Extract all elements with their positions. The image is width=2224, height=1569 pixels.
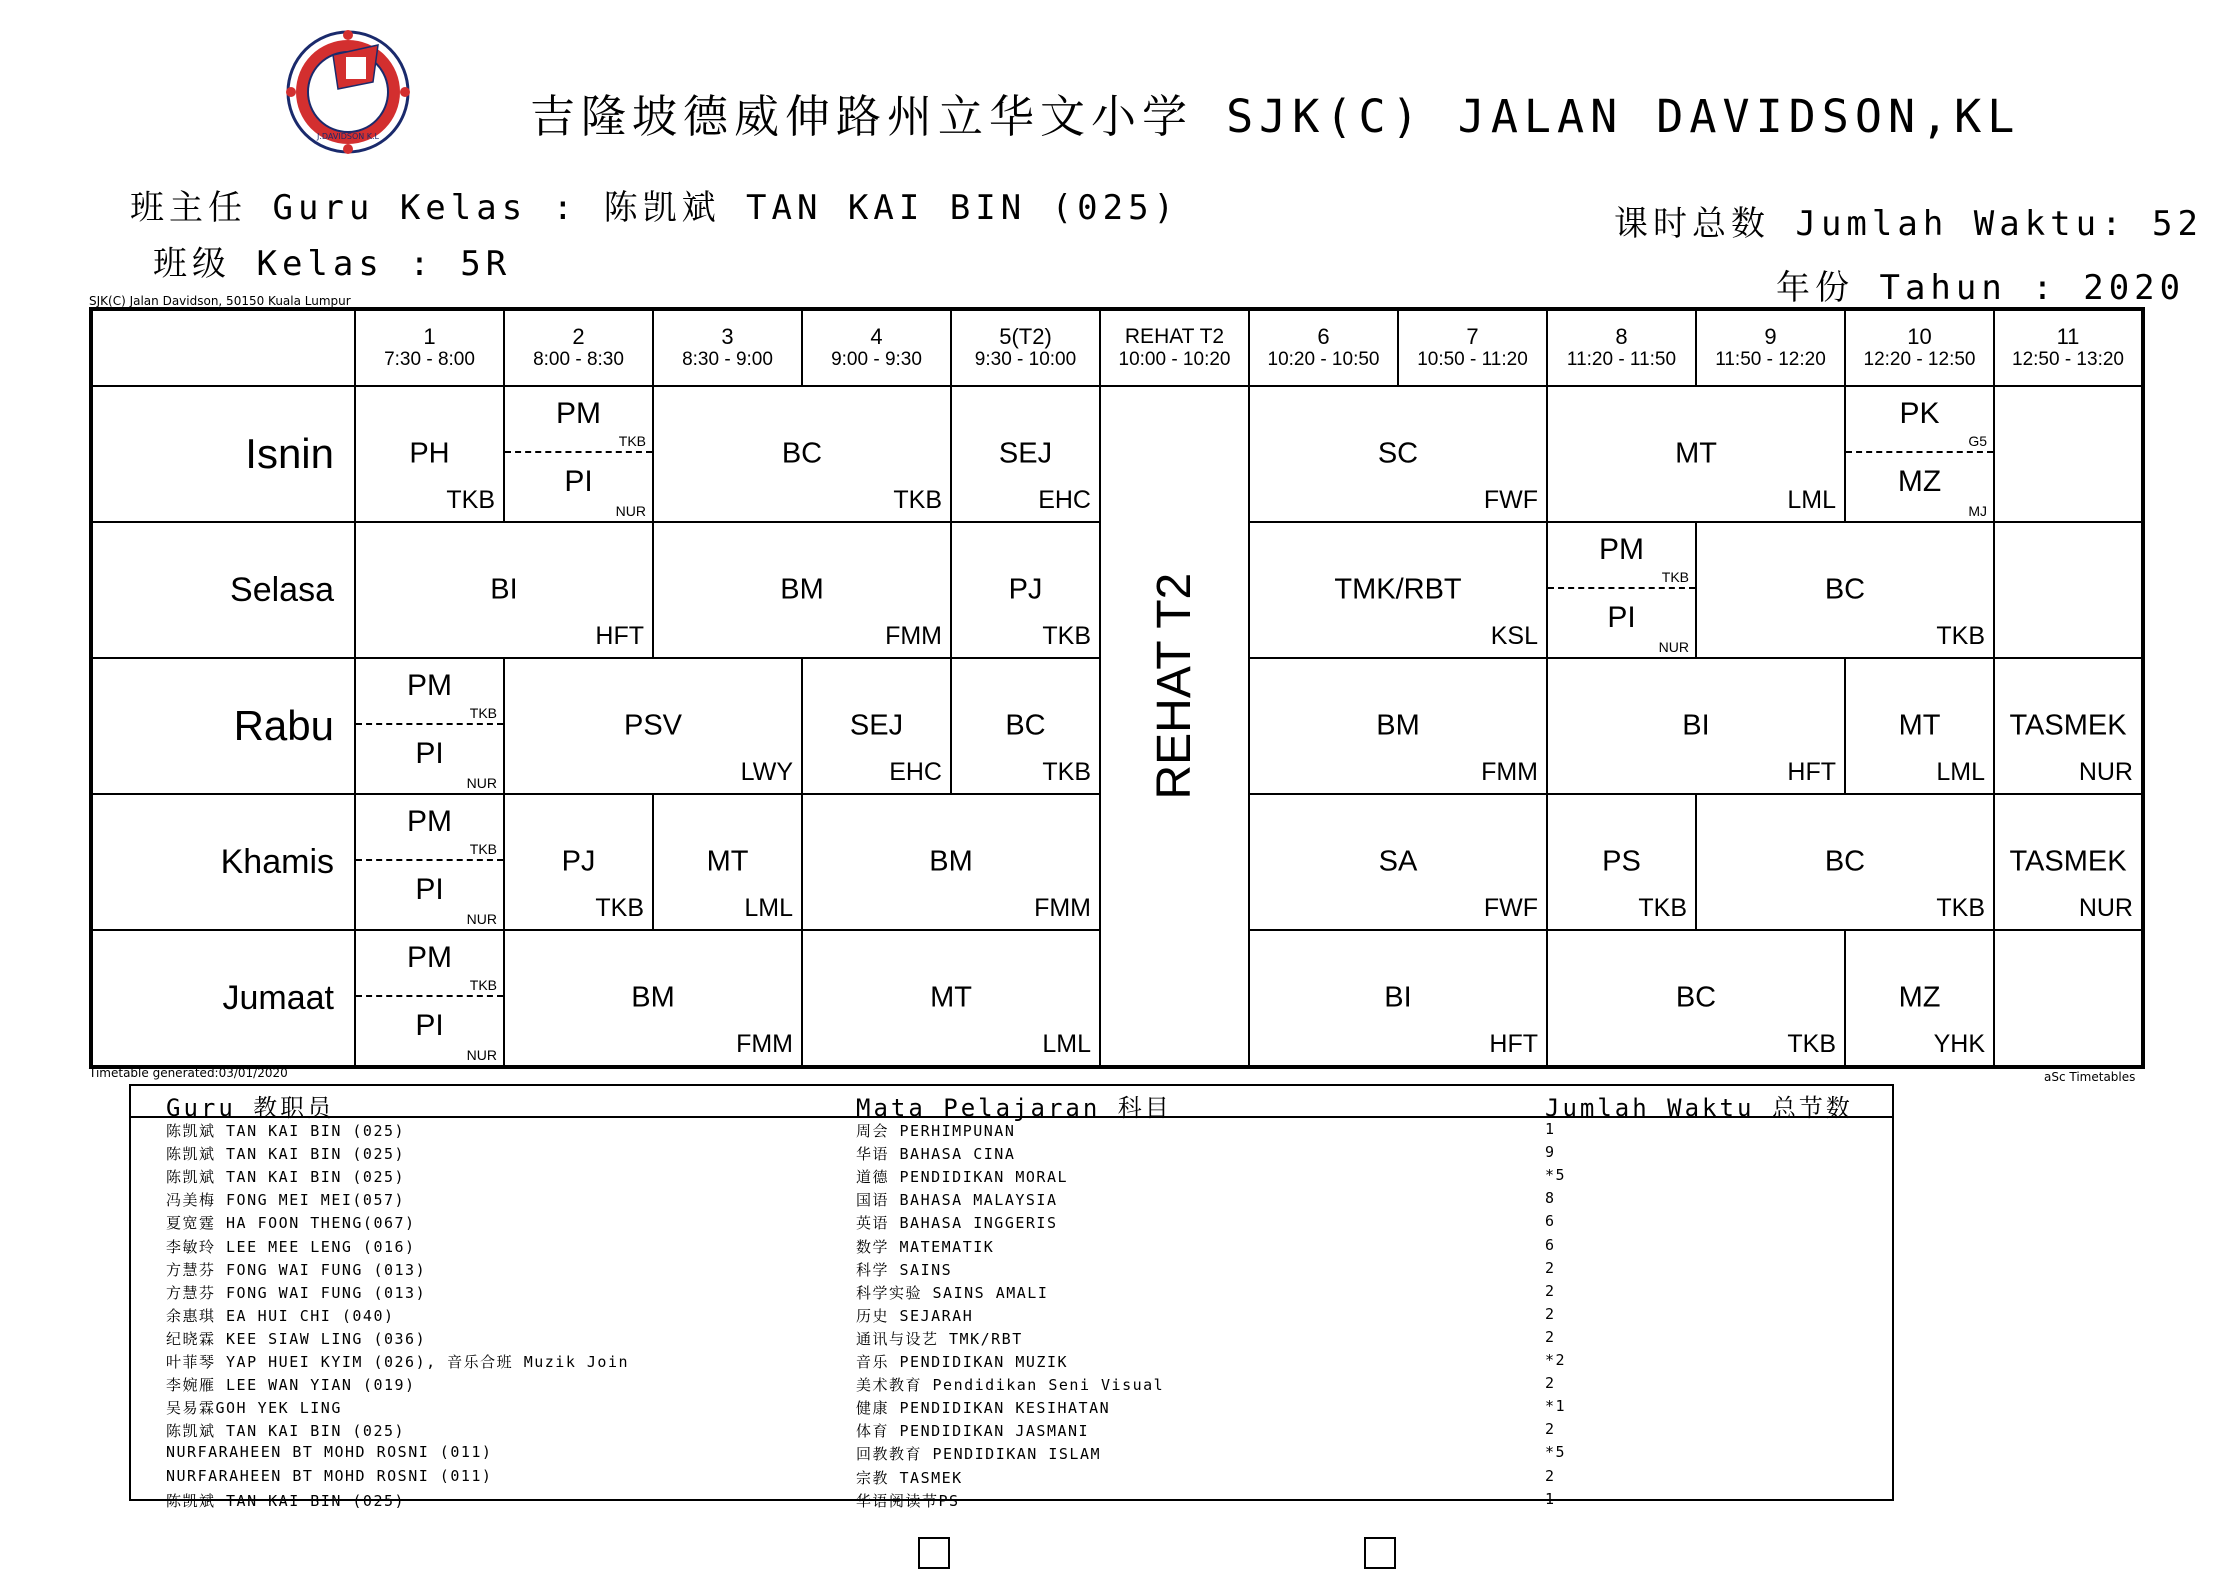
lesson-cell-split: PM TKB PI NUR [355,658,504,794]
lesson-cell: SA FWF [1249,794,1547,930]
legend-teacher: 陈凯斌 TAN KAI BIN (025) [166,1168,406,1187]
legend-subject: 历史 SEJARAH [856,1306,974,1325]
legend-teacher: 吴易霖GOH YEK LING [166,1399,342,1418]
legend-row [131,1282,1892,1305]
legend-subject: 华语阅读节PS [856,1491,960,1510]
legend-teacher: 纪晓霖 KEE SIAW LING (036) [166,1329,427,1348]
empty-cell [1994,386,2143,522]
checkbox[interactable] [918,1537,950,1569]
legend-teacher: 陈凯斌 TAN KAI BIN (025) [166,1491,406,1510]
legend-header-teacher: Guru 教职员 [166,1094,335,1122]
legend-count: *2 [1545,1351,1567,1369]
legend-row [131,1490,1892,1513]
empty-cell [1994,930,2143,1067]
legend-count: 6 [1545,1235,1556,1254]
legend-row [131,1236,1892,1259]
period-header: 8 11:20 - 11:50 [1547,309,1696,386]
lesson-cell: SC FWF [1249,386,1547,522]
lesson-cell: BC TKB [1547,930,1845,1067]
legend-teacher: 陈凯斌 TAN KAI BIN (025) [166,1145,406,1164]
legend-teacher: 冯美梅 FONG MEI MEI(057) [166,1191,406,1210]
lesson-cell: MT LML [1547,386,1845,522]
period-header: 2 8:00 - 8:30 [504,309,653,386]
legend-header-subject: Mata Pelajaran 科目 [856,1094,1172,1122]
lesson-cell: TASMEK NUR [1994,658,2143,794]
lesson-cell: TASMEK NUR [1994,794,2143,930]
rehat-label: REHAT T2 [1148,572,1201,800]
day-label: Selasa [91,522,355,658]
lesson-cell: BC TKB [1696,794,1994,930]
lesson-cell: BM FMM [802,794,1100,930]
legend-subject: 回教教育 PENDIDIKAN ISLAM [856,1445,1102,1464]
lesson-cell: BC TKB [653,386,951,522]
legend-teacher: 夏宽霆 HA FOON THENG(067) [166,1214,416,1233]
legend-row [131,1467,1892,1490]
lesson-cell: PJ TKB [951,522,1100,658]
lesson-cell: SEJ EHC [951,386,1100,522]
class-name: 班级 Kelas : 5R [153,244,512,284]
legend-count: 8 [1545,1189,1556,1208]
legend-teacher: 方慧芬 FONG WAI FUNG (013) [166,1260,427,1279]
lesson-cell-split: PM TKB PI NUR [504,386,653,522]
legend-subject: 健康 PENDIDIKAN KESIHATAN [856,1399,1111,1418]
legend-count: 2 [1545,1327,1556,1346]
legend-count: *5 [1545,1166,1567,1185]
rehat-cell [1100,386,1249,1067]
period-header: 9 11:50 - 12:20 [1696,309,1845,386]
legend-row [131,1443,1892,1466]
legend-teacher: 李敏玲 LEE MEE LENG (016) [166,1237,416,1256]
day-label: Jumaat [91,930,355,1067]
legend-subject: 通讯与设艺 TMK/RBT [856,1329,1023,1348]
legend-subject: 英语 BAHASA INGGERIS [856,1214,1058,1233]
legend-row [131,1189,1892,1212]
period-header: 11 12:50 - 13:20 [1994,309,2143,386]
legend-subject: 道德 PENDIDIKAN MORAL [856,1168,1069,1187]
period-header-rehat: REHAT T2 10:00 - 10:20 [1100,309,1249,386]
timetable-grid [89,307,2145,1069]
legend-row [131,1328,1892,1351]
period-header: 5(T2) 9:30 - 10:00 [951,309,1100,386]
legend-row [131,1143,1892,1166]
day-label: Khamis [91,794,355,930]
legend-count: 1 [1545,1489,1556,1508]
legend-header-count: Jumlah Waktu 总节数 [1545,1094,1853,1122]
school-logo [283,27,413,157]
school-address: SJK(C) Jalan Davidson, 50150 Kuala Lumpur [89,294,351,308]
legend-count: *1 [1545,1397,1567,1416]
legend-subject: 美术教育 Pendidikan Seni Visual [856,1376,1165,1395]
legend-subject: 体育 PENDIDIKAN JASMANI [856,1422,1090,1441]
lesson-cell: TMK/RBT KSL [1249,522,1547,658]
legend-row [131,1166,1892,1189]
lesson-cell: BM FMM [1249,658,1547,794]
lesson-cell: MT LML [802,930,1100,1067]
period-header: 10 12:20 - 12:50 [1845,309,1994,386]
period-header: 1 7:30 - 8:00 [355,309,504,386]
legend-subject: 科学 SAINS [856,1260,953,1279]
lesson-cell: BI HFT [1547,658,1845,794]
period-header: 6 10:20 - 10:50 [1249,309,1398,386]
lesson-cell: PSV LWY [504,658,802,794]
lesson-cell: BC TKB [951,658,1100,794]
total-periods: 课时总数 Jumlah Waktu: 52 [1614,204,2203,244]
legend-row [131,1212,1892,1235]
legend-count: 2 [1545,1420,1556,1439]
corner-cell [91,309,355,386]
legend-teacher: 余惠琪 EA HUI CHI (040) [166,1306,395,1325]
logo-text: J.DAVIDSON K.L [316,132,380,141]
lesson-cell: BM FMM [653,522,951,658]
lesson-cell: BI HFT [355,522,653,658]
legend-subject: 科学实验 SAINS AMALI [856,1283,1049,1302]
legend-table [129,1084,1894,1510]
lesson-cell: BM FMM [504,930,802,1067]
legend-row [131,1374,1892,1397]
legend-subject: 华语 BAHASA CINA [856,1145,1016,1164]
lesson-cell: MT LML [1845,658,1994,794]
class-teacher: 班主任 Guru Kelas : 陈凯斌 TAN KAI BIN (025) [130,188,1180,228]
legend-count: 2 [1545,1281,1556,1300]
lesson-cell: BC TKB [1696,522,1994,658]
legend-count: 2 [1545,1374,1556,1393]
legend-teacher: 李婉雁 LEE WAN YIAN (019) [166,1376,416,1395]
legend-count: 6 [1545,1212,1556,1231]
generated-date: Timetable generated:03/01/2020 [89,1066,288,1080]
legend-row [131,1259,1892,1282]
year: 年份 Tahun : 2020 [1776,268,2186,308]
lesson-cell-split: PK G5 MZ MJ [1845,386,1994,522]
period-header: 7 10:50 - 11:20 [1398,309,1547,386]
legend-subject: 音乐 PENDIDIKAN MUZIK [856,1353,1069,1371]
legend-subject: 宗教 TASMEK [856,1468,963,1487]
legend-row [131,1305,1892,1328]
legend-teacher: 陈凯斌 TAN KAI BIN (025) [166,1122,406,1140]
legend-subject: 国语 BAHASA MALAYSIA [856,1191,1058,1210]
lesson-cell-split: PM TKB PI NUR [1547,522,1696,658]
legend-teacher: 方慧芬 FONG WAI FUNG (013) [166,1283,427,1302]
legend-row [131,1351,1892,1374]
lesson-cell: PJ TKB [504,794,653,930]
legend-count: 9 [1545,1143,1556,1162]
lesson-cell-split: PM TKB PI NUR [355,930,504,1067]
legend-count: 2 [1545,1258,1556,1277]
day-label: Rabu [91,658,355,794]
checkbox[interactable] [1364,1537,1396,1569]
lesson-cell: MT LML [653,794,802,930]
legend-count: 2 [1545,1466,1556,1485]
lesson-cell: SEJ EHC [802,658,951,794]
legend-teacher: 陈凯斌 TAN KAI BIN (025) [166,1422,406,1441]
legend-count: *5 [1545,1443,1567,1462]
lesson-cell: MZ YHK [1845,930,1994,1067]
lesson-cell-split: PM TKB PI NUR [355,794,504,930]
legend-teacher: NURFARAHEEN BT MOHD ROSNI (011) [166,1443,493,1462]
period-header: 4 9:00 - 9:30 [802,309,951,386]
legend-teacher: NURFARAHEEN BT MOHD ROSNI (011) [166,1466,493,1485]
legend-count: 2 [1545,1304,1556,1323]
legend-row [131,1420,1892,1443]
legend-row [131,1120,1892,1143]
lesson-cell: PS TKB [1547,794,1696,930]
brand: aSc Timetables [2044,1070,2136,1084]
school-title: 吉隆坡德威伸路州立华文小学 SJK(C) JALAN DAVIDSON,KL [530,90,2021,143]
lesson-cell: BI HFT [1249,930,1547,1067]
legend-subject: 数学 MATEMATIK [856,1237,995,1256]
period-header: 3 8:30 - 9:00 [653,309,802,386]
legend-teacher: 叶菲琴 YAP HUEI KYIM (026), 音乐合班 Muzik Join [166,1353,630,1371]
empty-cell [1994,522,2143,658]
lesson-cell: PH TKB [355,386,504,522]
legend-header [131,1086,1892,1122]
day-label: Isnin [91,386,355,522]
legend-row [131,1397,1892,1420]
legend-subject: 周会 PERHIMPUNAN [856,1122,1016,1140]
legend-count: 1 [1545,1120,1556,1138]
